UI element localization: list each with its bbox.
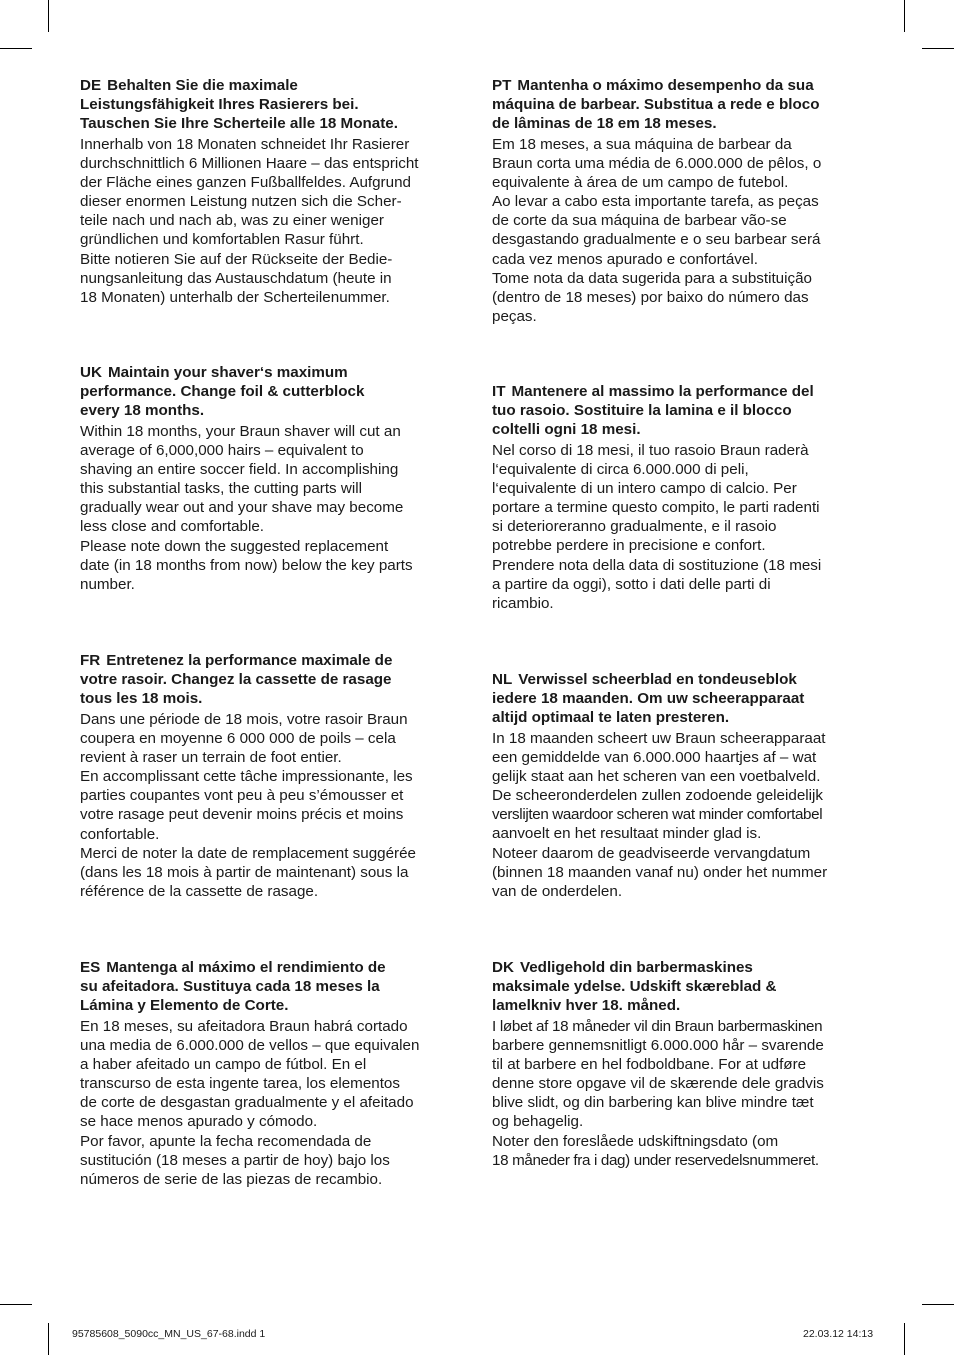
body-line: sustitución (18 meses a partir de hoy) bajo los	[80, 1151, 390, 1169]
heading-line: iedere 18 maanden. Om uw scheerapparaat	[492, 690, 805, 707]
crop-mark-bottom-left-horizontal	[0, 1304, 32, 1305]
body-line: portare a termine questo compito, le parti radenti	[492, 499, 820, 517]
body-line: til at barbere en hel fodboldbane. For at udføre	[492, 1056, 807, 1074]
body-line: Braun corta uma média de 6.000.000 de pêlos, o	[492, 155, 822, 173]
heading-line: votre rasoir. Changez la cassette de rasage	[80, 671, 392, 688]
section-nl	[492, 670, 877, 901]
heading-line: Leistungsfähigkeit Ihres Rasierers bei.	[80, 96, 359, 113]
body-line: equivalente à área de um campo de futebol.	[492, 174, 789, 192]
body-line: En accomplissant cette tâche impressionante, les	[80, 768, 413, 786]
section-pt	[492, 76, 877, 326]
heading-line: DE Behalten Sie die maximale	[80, 77, 298, 94]
section-heading	[80, 958, 465, 1015]
section-it	[492, 382, 877, 613]
section-heading	[492, 958, 877, 1015]
body-line: référence de la cassette de rasage.	[80, 882, 319, 900]
body-line: parties coupantes vont peu à peu s’émousser et	[80, 787, 404, 805]
body-line: verslijten waardoor scheren wat minder comfortabel	[492, 806, 823, 824]
heading-line: every 18 months.	[80, 402, 205, 419]
body-line: Within 18 months, your Braun shaver will cut an	[80, 423, 401, 440]
body-line: nungsanleitung das Austauschdatum (heute in	[80, 269, 392, 287]
language-code: DE	[80, 77, 102, 94]
body-line: transcurso de esta ingente tarea, los elementos	[80, 1075, 400, 1093]
body-line: se hace menos apurado y cómodo.	[80, 1113, 318, 1131]
crop-mark-top-left-vertical	[48, 0, 49, 32]
body-line: aanvoelt en het resultaat minder glad is.	[492, 825, 762, 843]
body-line: De scheeronderdelen zullen zodoende geleidelijk	[492, 787, 823, 805]
heading-line: NL Verwissel scheerblad en tondeuseblok	[492, 671, 797, 688]
body-line: coupera en moyenne 6 000 000 de poils – cela	[80, 730, 396, 748]
body-line: si deterioreranno gradualmente, e il rasoio	[492, 518, 777, 536]
body-line: l‘equivalente di un intero campo di calcio. Per	[492, 480, 797, 498]
section-heading	[80, 651, 465, 708]
section-es	[80, 958, 465, 1189]
body-line: 18 måneder fra i dag) under reservedelsnummeret.	[492, 1151, 819, 1169]
section-heading	[492, 76, 877, 133]
body-line: peças.	[492, 307, 537, 325]
body-line: Bitte notieren Sie auf der Rückseite der Bedie-	[80, 250, 393, 268]
body-line: Innerhalb von 18 Monaten schneidet Ihr Rasierer	[80, 136, 410, 153]
body-line: gelijk staat aan het scheren van een voetbalveld.	[492, 768, 821, 786]
body-line: ricambio.	[492, 594, 554, 612]
section-uk	[80, 363, 465, 594]
body-line: shaving an entire soccer field. In accomplishing	[80, 461, 399, 479]
crop-mark-bottom-right-vertical	[904, 1323, 905, 1355]
body-line: blive slidt, og din barbering kan blive mindre tæt	[492, 1094, 814, 1112]
section-body	[492, 135, 877, 326]
body-line: En 18 meses, su afeitadora Braun habrá cortado	[80, 1018, 408, 1035]
body-line: dieser enormen Leistung nutzen sich die Scher-	[80, 193, 402, 211]
body-line: Noteer daarom de geadviseerde vervangdatum	[492, 844, 811, 862]
language-code: UK	[80, 364, 102, 381]
body-line: this substantial tasks, the cutting parts will	[80, 480, 362, 498]
heading-line: de lâminas de 18 em 18 meses.	[492, 115, 717, 132]
section-dk	[492, 958, 877, 1170]
body-line: van de onderdelen.	[492, 882, 623, 900]
heading-line: tuo rasoio. Sostituire la lamina e il blocco	[492, 402, 792, 419]
section-heading	[492, 670, 877, 727]
body-line: Tome nota da data sugerida para a substituição	[492, 269, 812, 287]
body-line: votre rasage peut devenir moins précis et moins	[80, 806, 404, 824]
heading-line: performance. Change foil & cutterblock	[80, 383, 365, 400]
body-line: gradually wear out and your shave may become	[80, 499, 404, 517]
footer-date-time: 22.03.12 14:13	[803, 1328, 874, 1340]
body-line: durchschnittlich 6 Millionen Haare – das entspricht	[80, 155, 419, 173]
body-line: (dans les 18 mois à partir de maintenant) sous la	[80, 863, 409, 881]
body-line: Nel corso di 18 mesi, il tuo rasoio Braun raderà	[492, 442, 809, 459]
body-line: Noter den foreslåede udskiftningsdato (om	[492, 1132, 779, 1150]
language-code: IT	[492, 383, 506, 400]
language-code: PT	[492, 77, 512, 94]
heading-line: Lámina y Elemento de Corte.	[80, 997, 289, 1014]
body-line: teile nach und nach ab, was zu einer weniger	[80, 212, 384, 230]
section-body	[80, 422, 465, 594]
section-de	[80, 76, 465, 307]
body-line: Por favor, apunte la fecha recomendada de	[80, 1132, 372, 1150]
language-code: NL	[492, 671, 513, 688]
body-line: Merci de noter la date de remplacement suggérée	[80, 844, 417, 862]
body-line: date (in 18 months from now) below the key parts	[80, 556, 413, 574]
body-line: desgastando gradualmente e o seu barbear será	[492, 231, 821, 249]
section-body	[492, 1017, 877, 1170]
body-line: barbere gennemsnitligt 6.000.000 hår – svarende	[492, 1037, 824, 1055]
body-line: Ao levar a cabo esta importante tarefa, as peças	[492, 193, 819, 211]
body-line: og behagelig.	[492, 1113, 584, 1131]
crop-mark-bottom-right-horizontal	[922, 1304, 954, 1305]
body-line: (dentro de 18 meses) por baixo do número das	[492, 288, 809, 306]
section-body	[80, 135, 465, 307]
body-line: números de serie de las piezas de recambio.	[80, 1170, 383, 1188]
body-line: l‘equivalente di circa 6.000.000 di peli,	[492, 461, 749, 479]
body-line: Prendere nota della data di sostituzione (18 mesi	[492, 556, 822, 574]
heading-line: máquina de barbear. Substitua a rede e bloco	[492, 96, 820, 113]
body-line: confortable.	[80, 825, 160, 843]
body-line: een gemiddelde van 6.000.000 haartjes af – wat	[492, 749, 817, 767]
body-line: number.	[80, 575, 135, 593]
body-line: una media de 6.000.000 de vellos – que equivalen	[80, 1037, 420, 1055]
body-line: de corte de desgastan gradualmente y el afeitado	[80, 1094, 414, 1112]
body-line: gründlichen und komfortablen Rasur führt.	[80, 231, 364, 249]
heading-line: lamelkniv hver 18. måned.	[492, 997, 681, 1014]
body-line: less close and comfortable.	[80, 518, 265, 536]
crop-mark-top-right-vertical	[904, 0, 905, 32]
section-body	[80, 710, 465, 901]
body-line: Dans une période de 18 mois, votre rasoir Braun	[80, 711, 408, 728]
heading-line: FR Entretenez la performance maximale de	[80, 652, 393, 669]
body-line: I løbet af 18 måneder vil din Braun barbermaskinen	[492, 1018, 823, 1035]
section-body	[492, 441, 877, 613]
body-line: revient à raser un terrain de foot entier.	[80, 749, 342, 767]
section-body	[492, 729, 877, 901]
body-line: (binnen 18 maanden vanaf nu) onder het nummer	[492, 863, 828, 881]
language-code: DK	[492, 959, 514, 976]
heading-line: ES Mantenga al máximo el rendimiento de	[80, 959, 386, 976]
body-line: a partire da oggi), sotto i dati delle parti di	[492, 575, 771, 593]
body-line: cada vez menos apurado e confortável.	[492, 250, 758, 268]
crop-mark-bottom-left-vertical	[48, 1323, 49, 1355]
body-line: de corte da sua máquina de barbear vão-se	[492, 212, 787, 230]
heading-line: Tauschen Sie Ihre Scherteile alle 18 Monate.	[80, 115, 398, 132]
heading-line: maksimale ydelse. Udskift skæreblad &	[492, 978, 777, 995]
crop-mark-top-right-horizontal	[922, 48, 954, 49]
body-line: Em 18 meses, a sua máquina de barbear da	[492, 136, 792, 153]
heading-line: coltelli ogni 18 mesi.	[492, 421, 641, 438]
body-line: potrebbe perdere in precisione e confort.	[492, 537, 766, 555]
heading-line: altijd optimaal te laten presteren.	[492, 709, 730, 726]
crop-mark-top-left-horizontal	[0, 48, 32, 49]
body-line: a haber afeitado un campo de fútbol. En el	[80, 1056, 367, 1074]
heading-line: UK Maintain your shaver‘s maximum	[80, 364, 348, 381]
body-line: In 18 maanden scheert uw Braun scheerapparaat	[492, 730, 826, 747]
body-line: average of 6,000,000 hairs – equivalent to	[80, 442, 364, 460]
section-heading	[492, 382, 877, 439]
heading-line: IT Mantenere al massimo la performance del	[492, 383, 814, 400]
body-line: Please note down the suggested replacement	[80, 537, 389, 555]
body-line: 18 Monaten) unterhalb der Scherteilenummer.	[80, 288, 390, 306]
section-body	[80, 1017, 465, 1189]
heading-line: tous les 18 mois.	[80, 690, 203, 707]
body-line: der Fläche eines ganzen Fußballfeldes. Aufgrund	[80, 174, 411, 192]
section-heading	[80, 76, 465, 133]
heading-line: PT Mantenha o máximo desempenho da sua	[492, 77, 814, 94]
language-code: FR	[80, 652, 101, 669]
body-line: denne store opgave vil de skærende dele gradvis	[492, 1075, 824, 1093]
heading-line: su afeitadora. Sustituya cada 18 meses la	[80, 978, 380, 995]
language-code: ES	[80, 959, 101, 976]
section-fr	[80, 651, 465, 901]
heading-line: DK Vedligehold din barbermaskines	[492, 959, 753, 976]
section-heading	[80, 363, 465, 420]
footer-filename: 95785608_5090cc_MN_US_67-68.indd 1	[72, 1328, 266, 1340]
